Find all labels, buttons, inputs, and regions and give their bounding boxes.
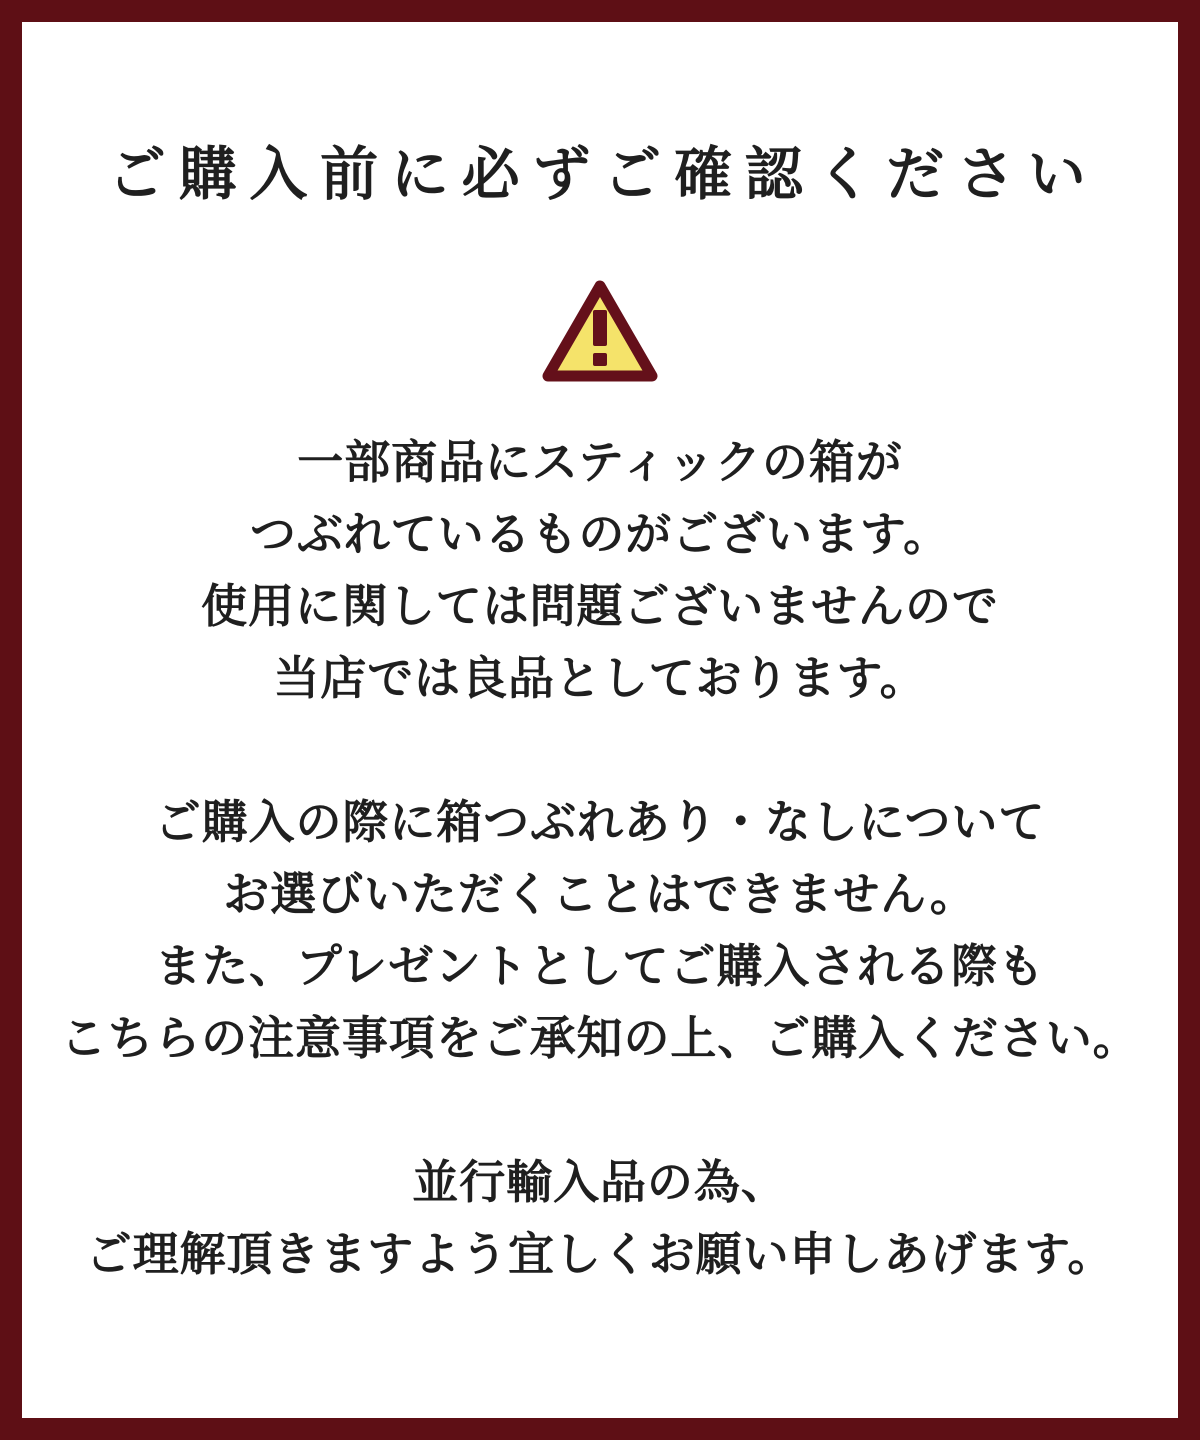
- notice-paragraph-parallel-import: [86, 1146, 1115, 1290]
- notice-line: お選びいただくことはできません。: [223, 868, 977, 920]
- notice-line: ご購入の際に箱つぶれあり・なしについて: [154, 796, 1046, 848]
- notice-line: 使用に関しては問題ございませんので: [201, 580, 999, 632]
- notice-line: こちらの注意事項をご承知の上、ご購入ください。: [60, 1012, 1140, 1064]
- warning-exclamation-bar: [593, 310, 607, 346]
- notice-paragraph-no-choice: [60, 786, 1139, 1074]
- warning-triangle-icon: [540, 278, 660, 384]
- warning-exclamation-dot: [593, 353, 607, 366]
- notice-line: また、プレゼントとしてご購入される際も: [155, 940, 1045, 992]
- notice-line: 並行輸入品の為、: [412, 1156, 788, 1208]
- notice-content: [22, 22, 1178, 1418]
- notice-line: つぶれているものがございます。: [249, 508, 951, 560]
- page-title: ご購入前に必ずご確認ください: [107, 142, 1099, 207]
- notice-line: 一部商品にスティックの箱が: [297, 436, 903, 488]
- notice-line: 当店では良品としております。: [273, 652, 927, 704]
- notice-line: ご理解頂きますよう宜しくお願い申しあげます。: [85, 1228, 1115, 1280]
- notice-paragraph-box-condition: [201, 426, 999, 714]
